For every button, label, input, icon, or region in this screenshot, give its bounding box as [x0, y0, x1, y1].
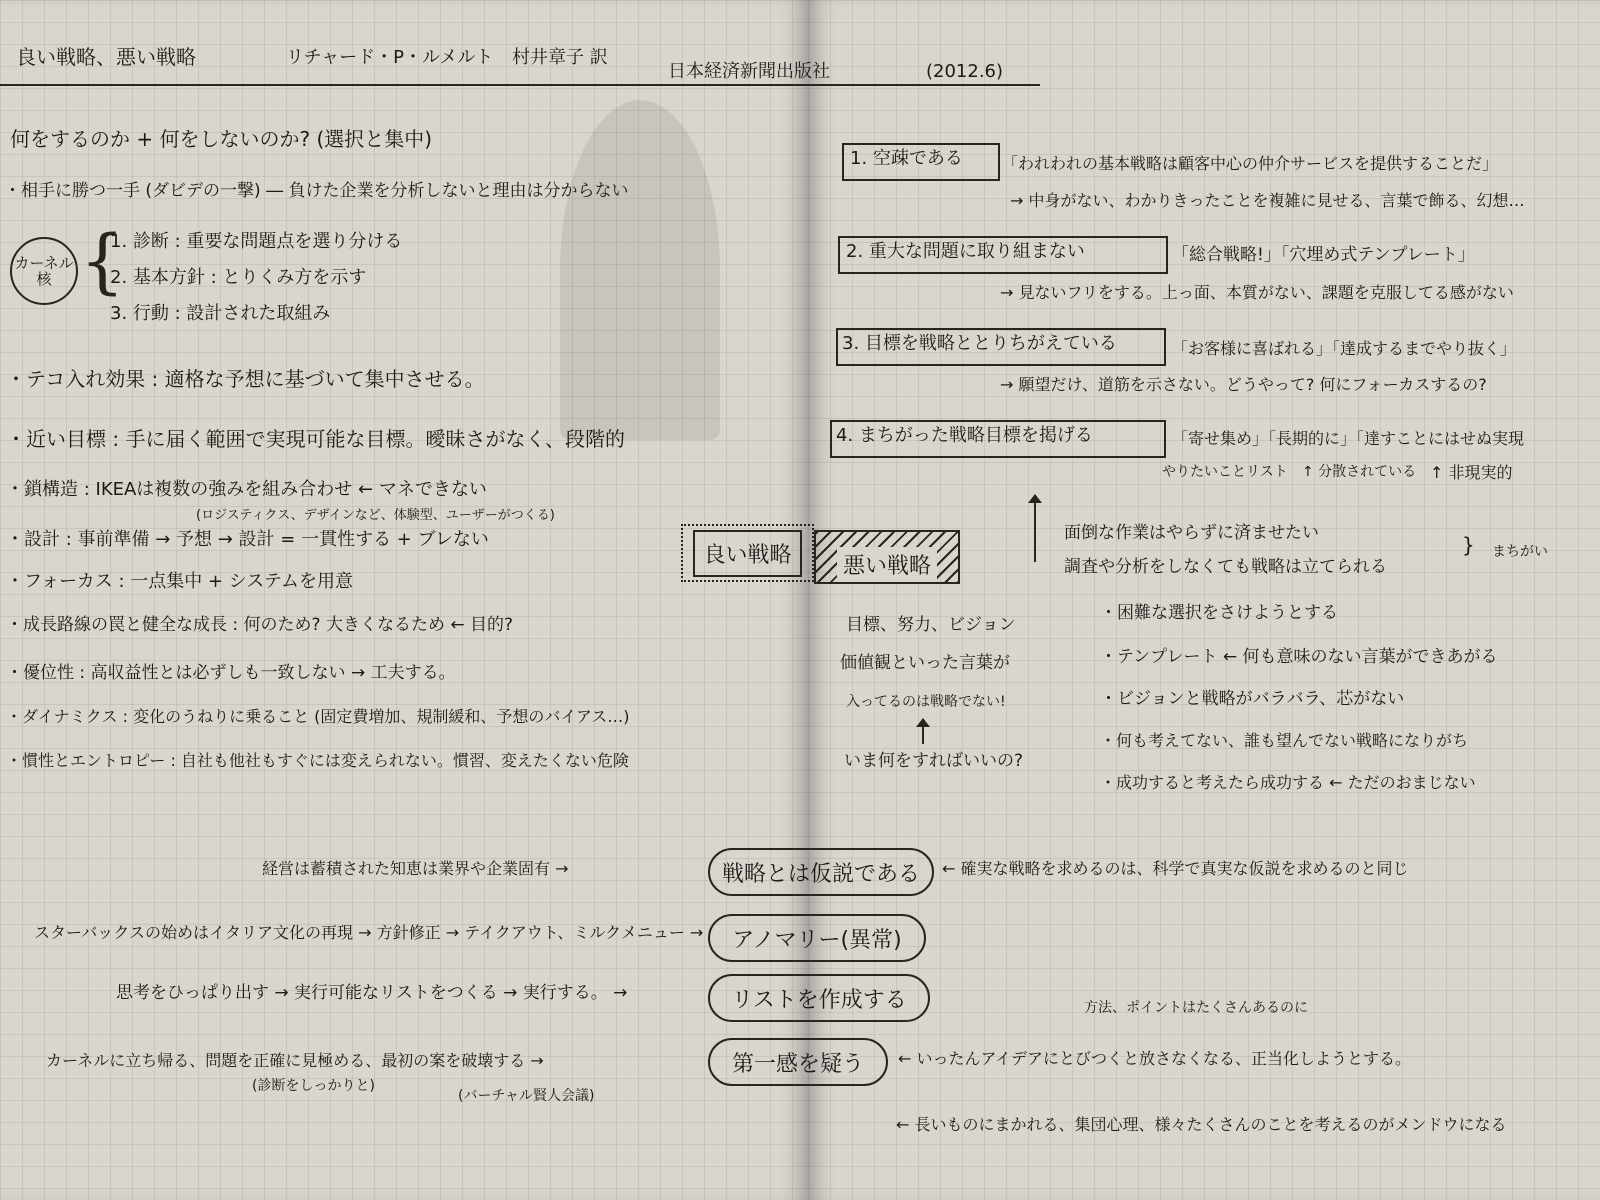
bad-item-note: → 見ないフリをする。上っ面、本質がない、課題を克服してる感がない — [1000, 283, 1514, 302]
winning-move-line: ・相手に勝つ一手 (ダビデの一撃) ― 負けた企業を分析しないと理由は分からない — [4, 181, 629, 201]
book-author: リチャード・P・ルメルト — [286, 47, 494, 68]
bottom-left-text: スターバックスの始めはイタリア文化の再現 → 方針修正 → テイクアウト、ミルクメニュー → — [34, 923, 704, 942]
bottom-right-text: ← いったんアイデアにとびつくと放さなくなる、正当化しようとする。 — [898, 1049, 1412, 1068]
kernel-item: 2. 基本方針 : とりくみ方を示す — [110, 267, 367, 288]
bad-item-note: → 願望だけ、道筋を示さない。どうやって? 何にフォーカスするの? — [1000, 375, 1487, 394]
mistake-brace: } — [1462, 533, 1475, 557]
bad-item-heading: 2. 重大な問題に取り組まない — [846, 241, 1085, 262]
anomaly-oval: アノマリー(異常) — [708, 914, 926, 962]
left-subnote: (バーチャル賢人会議) — [458, 1088, 595, 1104]
left-bullet: ・設計 : 事前準備 → 予想 → 設計 = 一貫性する + ブレない — [6, 529, 489, 550]
chain-subnote: (ロジスティクス、デザインなど、体験型、ユーザーがつくる) — [196, 508, 555, 523]
mistake-line: 調査や分析をしなくても戦略は立てられる — [1064, 557, 1387, 577]
bad-item-heading: 3. 目標を戦略ととりちがえている — [842, 333, 1117, 354]
kernel-item: 1. 診断 : 重要な問題点を選り分ける — [110, 231, 403, 252]
book-publisher: 日本経済新聞出版社 — [668, 61, 830, 82]
kernel-item: 3. 行動 : 設計された取組み — [110, 303, 331, 324]
right-bullet: ・困難な選択をさけようとする — [1100, 603, 1338, 623]
bottom-left-text: 思考をひっぱり出す → 実行可能なリストをつくる → 実行する。 → — [116, 983, 628, 1003]
objective-tag: ↑ 非現実的 — [1430, 463, 1513, 482]
objective-tag: ↑ 分散されている — [1302, 464, 1417, 480]
header-underline — [0, 84, 1040, 86]
make-list-oval: リストを作成する — [708, 974, 930, 1022]
center-question: いま何をすればいいの? — [844, 751, 1024, 771]
bad-strategy-label: 悪い戦略 — [837, 547, 937, 582]
good-strategy-box — [681, 524, 814, 582]
book-title: 良い戦略、悪い戦略 — [16, 45, 196, 69]
left-subnote: (診断をしっかりと) — [252, 1078, 375, 1094]
right-bullet: ・テンプレート ← 何も意味のない言葉ができあがる — [1100, 647, 1498, 667]
bottom-right-text: ← 確実な戦略を求めるのは、科学で真実な仮説を求めるのと同じ — [942, 859, 1409, 878]
right-bullet: ・何も考えてない、誰も望んでない戦略になりがち — [1100, 731, 1469, 750]
bottom-left-text: 経営は蓄積された知恵は業界や企業固有 → — [262, 859, 569, 878]
kernel-brace: { — [80, 220, 125, 302]
bleed-through-shadow — [560, 100, 720, 440]
center-note-line: 目標、努力、ビジョン — [846, 615, 1016, 635]
mistake-line: 面倒な作業はやらずに済ませたい — [1064, 523, 1319, 543]
left-bullet: ・優位性 : 高収益性とは必ずしも一致しない → 工夫する。 — [6, 663, 456, 683]
good-strategy-label: 良い戦略 — [693, 530, 801, 577]
center-note-line: 入ってるのは戦略でない! — [846, 694, 1006, 710]
left-bullet: ・ダイナミクス : 変化のうねりに乗ること (固定費増加、規制緩和、予想のバイアス…) — [6, 707, 630, 726]
strategy-hypothesis-oval: 戦略とは仮説である — [708, 848, 934, 896]
book-date: (2012.6) — [926, 61, 1004, 82]
left-bullet: ・慣性とエントロピー : 自社も他社もすぐには変えられない。慣習、変えたくない危険 — [6, 751, 629, 770]
left-bullet: ・近い目標 : 手に届く範囲で実現可能な目標。曖昧さがなく、段階的 — [6, 427, 626, 451]
kernel-circle — [10, 237, 78, 305]
book-translator: 村井章子 訳 — [512, 47, 608, 68]
question-line: 何をするのか + 何をしないのか? (選択と集中) — [10, 127, 433, 151]
left-bullet: ・鎖構造 : IKEAは複数の強みを組み合わせ ← マネできない — [6, 479, 487, 500]
bottom-left-text: カーネルに立ち帰る、問題を正確に見極める、最初の案を破壊する → — [46, 1051, 544, 1070]
bad-item-quote: 「われわれの基本戦略は顧客中心の仲介サービスを提供することだ」 — [1002, 154, 1499, 173]
bad-item-heading: 4. まちがった戦略目標を掲げる — [836, 425, 1093, 446]
objective-tag: やりたいことリスト — [1162, 464, 1288, 480]
right-bullet: ・ビジョンと戦略がバラバラ、芯がない — [1100, 689, 1405, 709]
bad-item-quote: 「お客様に喜ばれる」「達成するまでやり抜く」 — [1172, 339, 1517, 358]
kernel-label: カーネル 核 — [14, 253, 74, 288]
left-bullet: ・フォーカス : 一点集中 + システムを用意 — [6, 571, 353, 592]
left-bullet: ・成長路線の罠と健全な成長 : 何のため? 大きくなるため ← 目的? — [6, 615, 514, 635]
center-note-line: 価値観といった言葉が — [840, 653, 1010, 673]
bad-item-heading: 1. 空疎である — [850, 148, 963, 169]
right-bullet: ・成功すると考えたら成功する ← ただのおまじない — [1100, 773, 1476, 792]
up-arrow — [922, 724, 924, 744]
up-arrow — [1034, 500, 1036, 562]
method-note: 方法、ポイントはたくさんあるのに — [1084, 1000, 1308, 1016]
bad-item-quote: 「総合戦略!」「穴埋め式テンプレート」 — [1172, 245, 1475, 265]
bad-strategy-box — [814, 530, 960, 584]
left-bullet: ・テコ入れ効果 : 適格な予想に基づいて集中させる。 — [6, 367, 485, 391]
mistake-label: まちがい — [1492, 544, 1548, 560]
doubt-first-instinct-oval: 第一感を疑う — [708, 1038, 888, 1086]
groupthink-line: ← 長いものにまかれる、集団心理、様々たくさんのことを考えるのがメンドウになる — [896, 1115, 1507, 1134]
bad-item-note: → 中身がない、わかりきったことを複雑に見せる、言葉で飾る、幻想… — [1010, 191, 1525, 210]
bad-item-quote: 「寄せ集め」「長期的に」「達すことにはせぬ実現 — [1172, 429, 1525, 448]
